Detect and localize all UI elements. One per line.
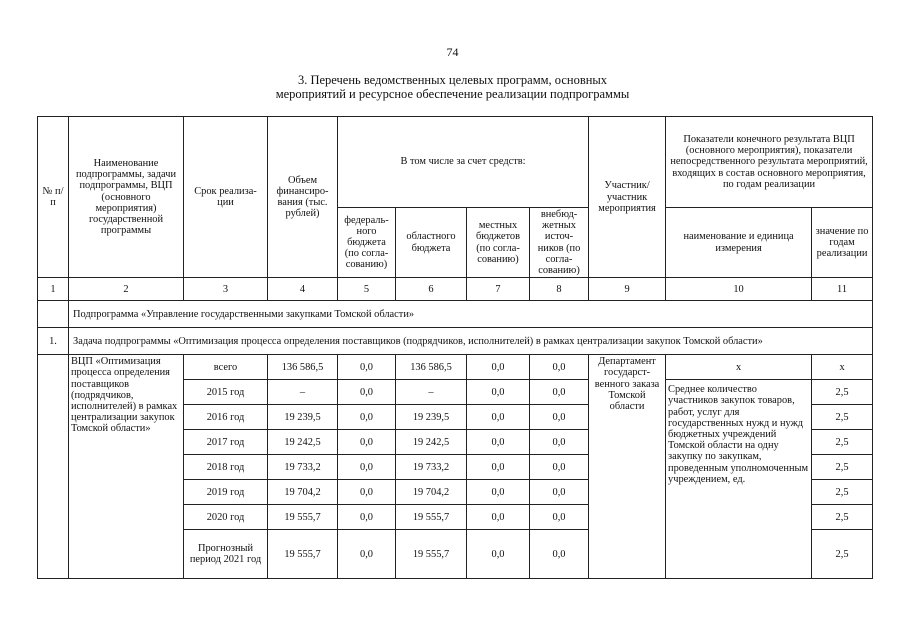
column-number: 2: [69, 278, 184, 301]
title-line-2: мероприятий и ресурсное обеспечение реализации подпрограммы: [275, 87, 630, 101]
indicator-value-cell: 2,5: [812, 505, 873, 530]
task-num: 1.: [38, 328, 69, 355]
column-number: 7: [467, 278, 530, 301]
extra-cell: 0,0: [530, 480, 589, 505]
period-cell: 2017 год: [184, 430, 268, 455]
period-cell: Прогнозный период 2021 год: [184, 530, 268, 579]
extra-cell: 0,0: [530, 430, 589, 455]
federal-cell: 0,0: [338, 430, 396, 455]
volume-cell: 19 242,5: [268, 430, 338, 455]
local-cell: 0,0: [467, 455, 530, 480]
volume-cell: 19 239,5: [268, 405, 338, 430]
local-cell: 0,0: [467, 480, 530, 505]
extra-cell: 0,0: [530, 455, 589, 480]
column-number: 3: [184, 278, 268, 301]
regional-cell: 19 733,2: [396, 455, 467, 480]
period-cell: 2020 год: [184, 505, 268, 530]
page-number: 74: [446, 45, 459, 59]
vcp-num-cell: [38, 355, 69, 579]
column-number: 5: [338, 278, 396, 301]
header-period: Срок реализа- ции: [184, 117, 268, 278]
indicator-value-total-cell: x: [812, 355, 873, 380]
regional-cell: 19 555,7: [396, 530, 467, 579]
volume-cell: –: [268, 380, 338, 405]
regional-cell: 136 586,5: [396, 355, 467, 380]
column-number: 10: [666, 278, 812, 301]
header-indicator-name: наименование и единица измерения: [666, 208, 812, 278]
volume-cell: 19 733,2: [268, 455, 338, 480]
local-cell: 0,0: [467, 530, 530, 579]
period-cell: 2018 год: [184, 455, 268, 480]
regional-cell: 19 704,2: [396, 480, 467, 505]
header-extra: внебюд- жетных источ- ников (по согла- сованию): [530, 208, 589, 278]
extra-cell: 0,0: [530, 530, 589, 579]
volume-cell: 19 555,7: [268, 530, 338, 579]
indicator-total-cell: x: [666, 355, 812, 380]
column-number: 9: [589, 278, 666, 301]
header-row-1: [38, 117, 873, 208]
header-volume: Объем финансиро- вания (тыс. рублей): [268, 117, 338, 278]
federal-cell: 0,0: [338, 455, 396, 480]
column-number: 1: [38, 278, 69, 301]
federal-cell: 0,0: [338, 530, 396, 579]
period-cell: 2015 год: [184, 380, 268, 405]
local-cell: 0,0: [467, 405, 530, 430]
volume-cell: 136 586,5: [268, 355, 338, 380]
extra-cell: 0,0: [530, 355, 589, 380]
regional-cell: 19 242,5: [396, 430, 467, 455]
program-table: [37, 116, 873, 579]
local-cell: 0,0: [467, 355, 530, 380]
regional-cell: 19 239,5: [396, 405, 467, 430]
task-row: [38, 328, 873, 355]
header-name: Наименование подпрограммы, задачи подпрограммы, ВЦП (основного мероприятия) государственной программы: [69, 117, 184, 278]
subprogram-num-cell: [38, 301, 69, 328]
participant-cell: Департамент государст- венного заказа Томской области: [589, 355, 666, 579]
volume-cell: 19 555,7: [268, 505, 338, 530]
local-cell: 0,0: [467, 505, 530, 530]
federal-cell: 0,0: [338, 505, 396, 530]
subprogram-title: Подпрограмма «Управление государственными закупками Томской области»: [69, 301, 873, 328]
header-federal: федераль- ного бюджета (по согла- сованию): [338, 208, 396, 278]
extra-cell: 0,0: [530, 405, 589, 430]
indicator-value-cell: 2,5: [812, 455, 873, 480]
column-number: 11: [812, 278, 873, 301]
header-local: местных бюджетов (по согла- сованию): [467, 208, 530, 278]
federal-cell: 0,0: [338, 380, 396, 405]
period-cell: 2016 год: [184, 405, 268, 430]
period-cell: всего: [184, 355, 268, 380]
subprogram-row: [38, 301, 873, 328]
header-indicator-value: значение по годам реализации: [812, 208, 873, 278]
indicator-value-cell: 2,5: [812, 480, 873, 505]
federal-cell: 0,0: [338, 480, 396, 505]
extra-cell: 0,0: [530, 505, 589, 530]
column-number: 8: [530, 278, 589, 301]
local-cell: 0,0: [467, 430, 530, 455]
header-indicators: Показатели конечного результата ВЦП (основного мероприятия), показатели непосредственного результата мероприятий, входящих в состав основного мероприятия, по годам реализации: [666, 117, 873, 208]
header-participant: Участник/ участник мероприятия: [589, 117, 666, 278]
regional-cell: –: [396, 380, 467, 405]
column-number-row: [38, 278, 873, 301]
federal-cell: 0,0: [338, 405, 396, 430]
table-row: [38, 355, 873, 380]
extra-cell: 0,0: [530, 380, 589, 405]
vcp-name: ВЦП «Оптимизация процесса определения поставщиков (подрядчиков, исполнителей) в рамках централизации закупок Томской области»: [69, 355, 184, 579]
federal-cell: 0,0: [338, 355, 396, 380]
indicator-value-cell: 2,5: [812, 405, 873, 430]
local-cell: 0,0: [467, 380, 530, 405]
title-line-1: 3. Перечень ведомственных целевых программ, основных: [297, 73, 608, 87]
column-number: 6: [396, 278, 467, 301]
volume-cell: 19 704,2: [268, 480, 338, 505]
header-num: № п/п: [38, 117, 69, 278]
task-title: Задача подпрограммы «Оптимизация процесса определения поставщиков (подрядчиков, исполнителей) в рамках централизации закупок Томской области»: [69, 328, 873, 355]
indicator-value-cell: 2,5: [812, 430, 873, 455]
column-number: 4: [268, 278, 338, 301]
indicator-value-cell: 2,5: [812, 530, 873, 579]
period-cell: 2019 год: [184, 480, 268, 505]
header-sources: В том числе за счет средств:: [338, 117, 589, 208]
indicator-value-cell: 2,5: [812, 380, 873, 405]
regional-cell: 19 555,7: [396, 505, 467, 530]
indicator-name-cell: Среднее количество участников закупок товаров, работ, услуг для государственных нужд и нужд бюджетных учреждений Томской области на одну закупку по закупкам, проведенным уполномоченным учреждением, ед.: [666, 380, 812, 579]
header-regional: областного бюджета: [396, 208, 467, 278]
page-title: [0, 73, 905, 101]
